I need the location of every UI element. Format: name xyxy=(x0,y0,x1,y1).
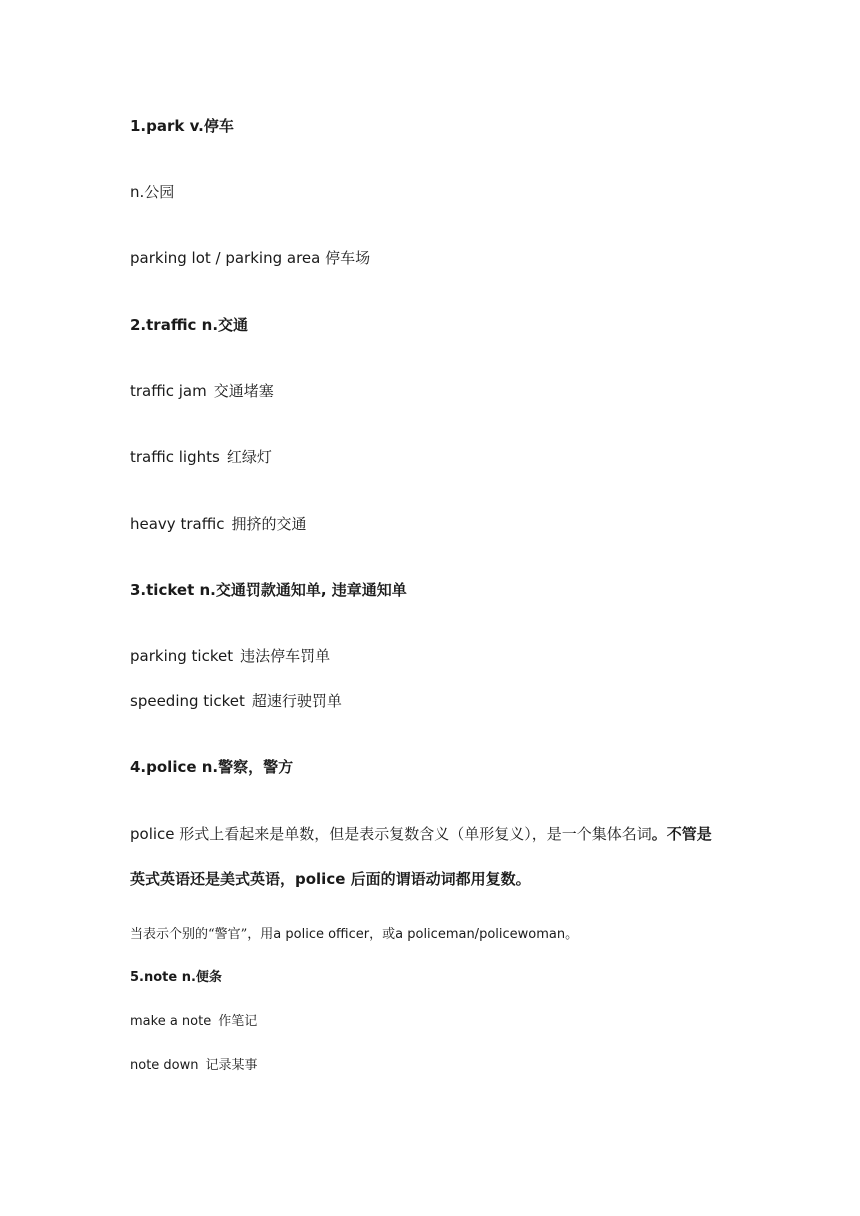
phrase-en: traffic jam xyxy=(130,382,207,400)
entry-heading-police: 4.police n.警察，警方 xyxy=(130,758,294,776)
entry-line-traffic-jam xyxy=(130,384,274,399)
phrase-zh: 超速行驶罚单 xyxy=(251,692,342,710)
phrase-zh: 违法停车罚单 xyxy=(240,647,331,665)
police-note-line-1 xyxy=(130,827,712,842)
entry-line-speeding-ticket xyxy=(130,694,342,709)
usage-text: 。 xyxy=(565,927,579,942)
entry-line-parking-lot: parking lot / parking area 停车场 xyxy=(130,249,371,267)
usage-text: ，或 xyxy=(369,927,396,942)
usage-text: 当表示个别的“警官”，用 xyxy=(130,927,274,942)
phrase-en: speeding ticket xyxy=(130,692,245,710)
phrase-en: traffic lights xyxy=(130,448,220,466)
entry-line-make-a-note xyxy=(130,1015,257,1028)
phrase-zh: 记录某事 xyxy=(205,1058,258,1073)
phrase-zh: 作笔记 xyxy=(218,1014,258,1029)
phrase-en: parking ticket xyxy=(130,647,234,665)
entry-line-park-noun: n.公园 xyxy=(130,183,175,201)
entry-heading-ticket: 3.ticket n.交通罚款通知单, 违章通知单 xyxy=(130,581,407,599)
police-note-line-2: 英式英语还是美式英语，police 后面的谓语动词都用复数。 xyxy=(130,870,531,888)
police-note-emphasis: 。不管是 xyxy=(651,825,712,843)
usage-term: a policeman/policewoman xyxy=(395,927,566,942)
entry-line-traffic-lights xyxy=(130,450,272,465)
police-usage-line xyxy=(130,928,578,941)
phrase-zh: 拥挤的交通 xyxy=(231,515,307,533)
police-note-text: police 形式上看起来是单数，但是表示复数含义（单形复义），是一个集体名词 xyxy=(130,825,652,843)
entry-heading-note: 5.note n.便条 xyxy=(130,970,222,985)
phrase-en: make a note xyxy=(130,1014,212,1029)
phrase-zh: 红绿灯 xyxy=(226,448,272,466)
entry-line-heavy-traffic xyxy=(130,517,306,532)
entry-line-note-down xyxy=(130,1059,258,1072)
entry-heading-traffic: 2.traffic n.交通 xyxy=(130,316,249,334)
entry-heading-park: 1.park v.停车 xyxy=(130,117,234,135)
usage-term: a police officer xyxy=(273,927,370,942)
phrase-en: heavy traffic xyxy=(130,515,225,533)
phrase-zh: 交通堵塞 xyxy=(213,382,274,400)
phrase-en: note down xyxy=(130,1058,199,1073)
entry-line-parking-ticket xyxy=(130,649,330,664)
